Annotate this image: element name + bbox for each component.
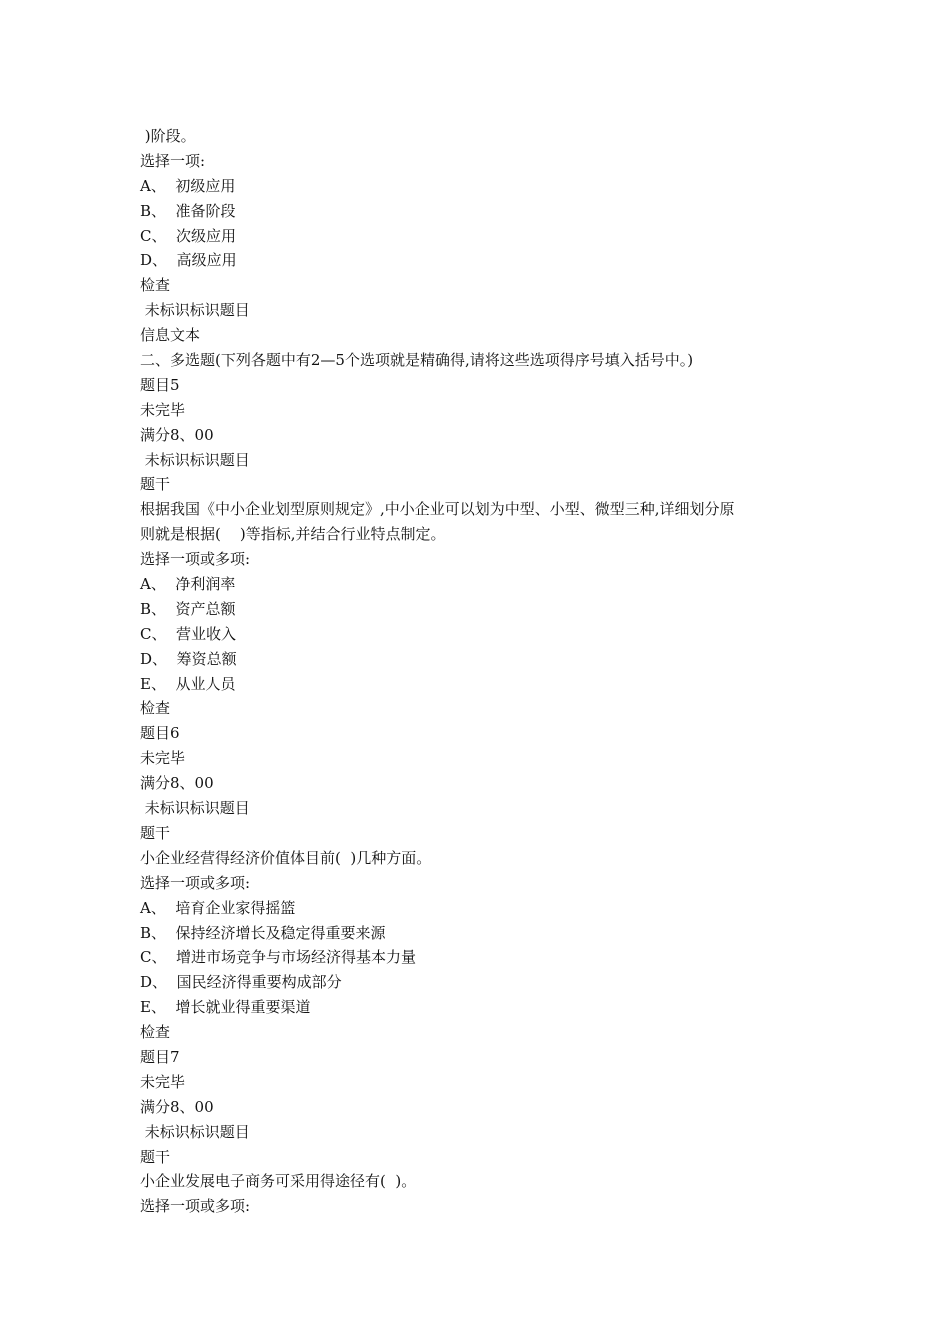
option-e: E、 增长就业得重要渠道 bbox=[140, 998, 311, 1017]
choice-prompt: 选择一项或多项: bbox=[140, 873, 251, 892]
option-a: A、 净利润率 bbox=[140, 575, 236, 594]
question-text: 则就是根据( )等指标,并结合行业特点制定。 bbox=[140, 525, 446, 544]
option-a: A、 培育企业家得摇篮 bbox=[140, 898, 296, 917]
question-score: 满分8、00 bbox=[140, 774, 214, 793]
check-label: 检查 bbox=[140, 1023, 171, 1042]
option-a: A、 初级应用 bbox=[140, 176, 236, 195]
choice-prompt: 选择一项或多项: bbox=[140, 550, 251, 569]
question-status: 未完毕 bbox=[140, 1072, 186, 1091]
option-c: C、 次级应用 bbox=[140, 226, 237, 245]
flag-label: 未标识标识题目 bbox=[140, 450, 250, 469]
option-d: D、 国民经济得重要构成部分 bbox=[140, 973, 342, 992]
option-d: D、 筹资总额 bbox=[140, 649, 237, 668]
option-b: B、 资产总额 bbox=[140, 599, 236, 618]
stem-label: 题干 bbox=[140, 823, 171, 842]
question-number: 题目7 bbox=[140, 1047, 180, 1066]
question-text: 根据我国《中小企业划型原则规定》,中小企业可以划为中型、小型、微型三种,详细划分原 bbox=[140, 500, 735, 519]
option-c: C、 营业收入 bbox=[140, 624, 237, 643]
check-label: 检查 bbox=[140, 276, 171, 295]
check-label: 检查 bbox=[140, 699, 171, 718]
question-number: 题目6 bbox=[140, 724, 180, 743]
question-score: 满分8、00 bbox=[140, 425, 214, 444]
text-line: )阶段。 bbox=[140, 127, 196, 145]
question-text: 小企业经营得经济价值体目前( )几种方面。 bbox=[140, 848, 432, 867]
stem-label: 题干 bbox=[140, 1147, 171, 1166]
choice-prompt: 选择一项或多项: bbox=[140, 1197, 251, 1216]
choice-prompt: 选择一项: bbox=[140, 151, 206, 170]
flag-label: 未标识标识题目 bbox=[140, 1122, 250, 1141]
option-b: B、 准备阶段 bbox=[140, 201, 236, 220]
question-status: 未完毕 bbox=[140, 400, 186, 419]
section-heading: 二、多选题(下列各题中有2—5个选项就是精确得,请将这些选项得序号填入括号中。) bbox=[140, 351, 694, 370]
question-score: 满分8、00 bbox=[140, 1097, 214, 1116]
flag-label: 未标识标识题目 bbox=[140, 301, 250, 320]
question-number: 题目5 bbox=[140, 375, 180, 394]
option-b: B、 保持经济增长及稳定得重要来源 bbox=[140, 923, 386, 942]
stem-label: 题干 bbox=[140, 475, 171, 494]
option-c: C、 增进市场竞争与市场经济得基本力量 bbox=[140, 948, 417, 967]
option-d: D、 高级应用 bbox=[140, 251, 237, 270]
option-e: E、 从业人员 bbox=[140, 674, 236, 693]
question-status: 未完毕 bbox=[140, 749, 186, 768]
document-body bbox=[140, 124, 830, 1219]
question-text: 小企业发展电子商务可采用得途径有( )。 bbox=[140, 1172, 417, 1191]
info-text-label: 信息文本 bbox=[140, 326, 201, 345]
flag-label: 未标识标识题目 bbox=[140, 799, 250, 818]
